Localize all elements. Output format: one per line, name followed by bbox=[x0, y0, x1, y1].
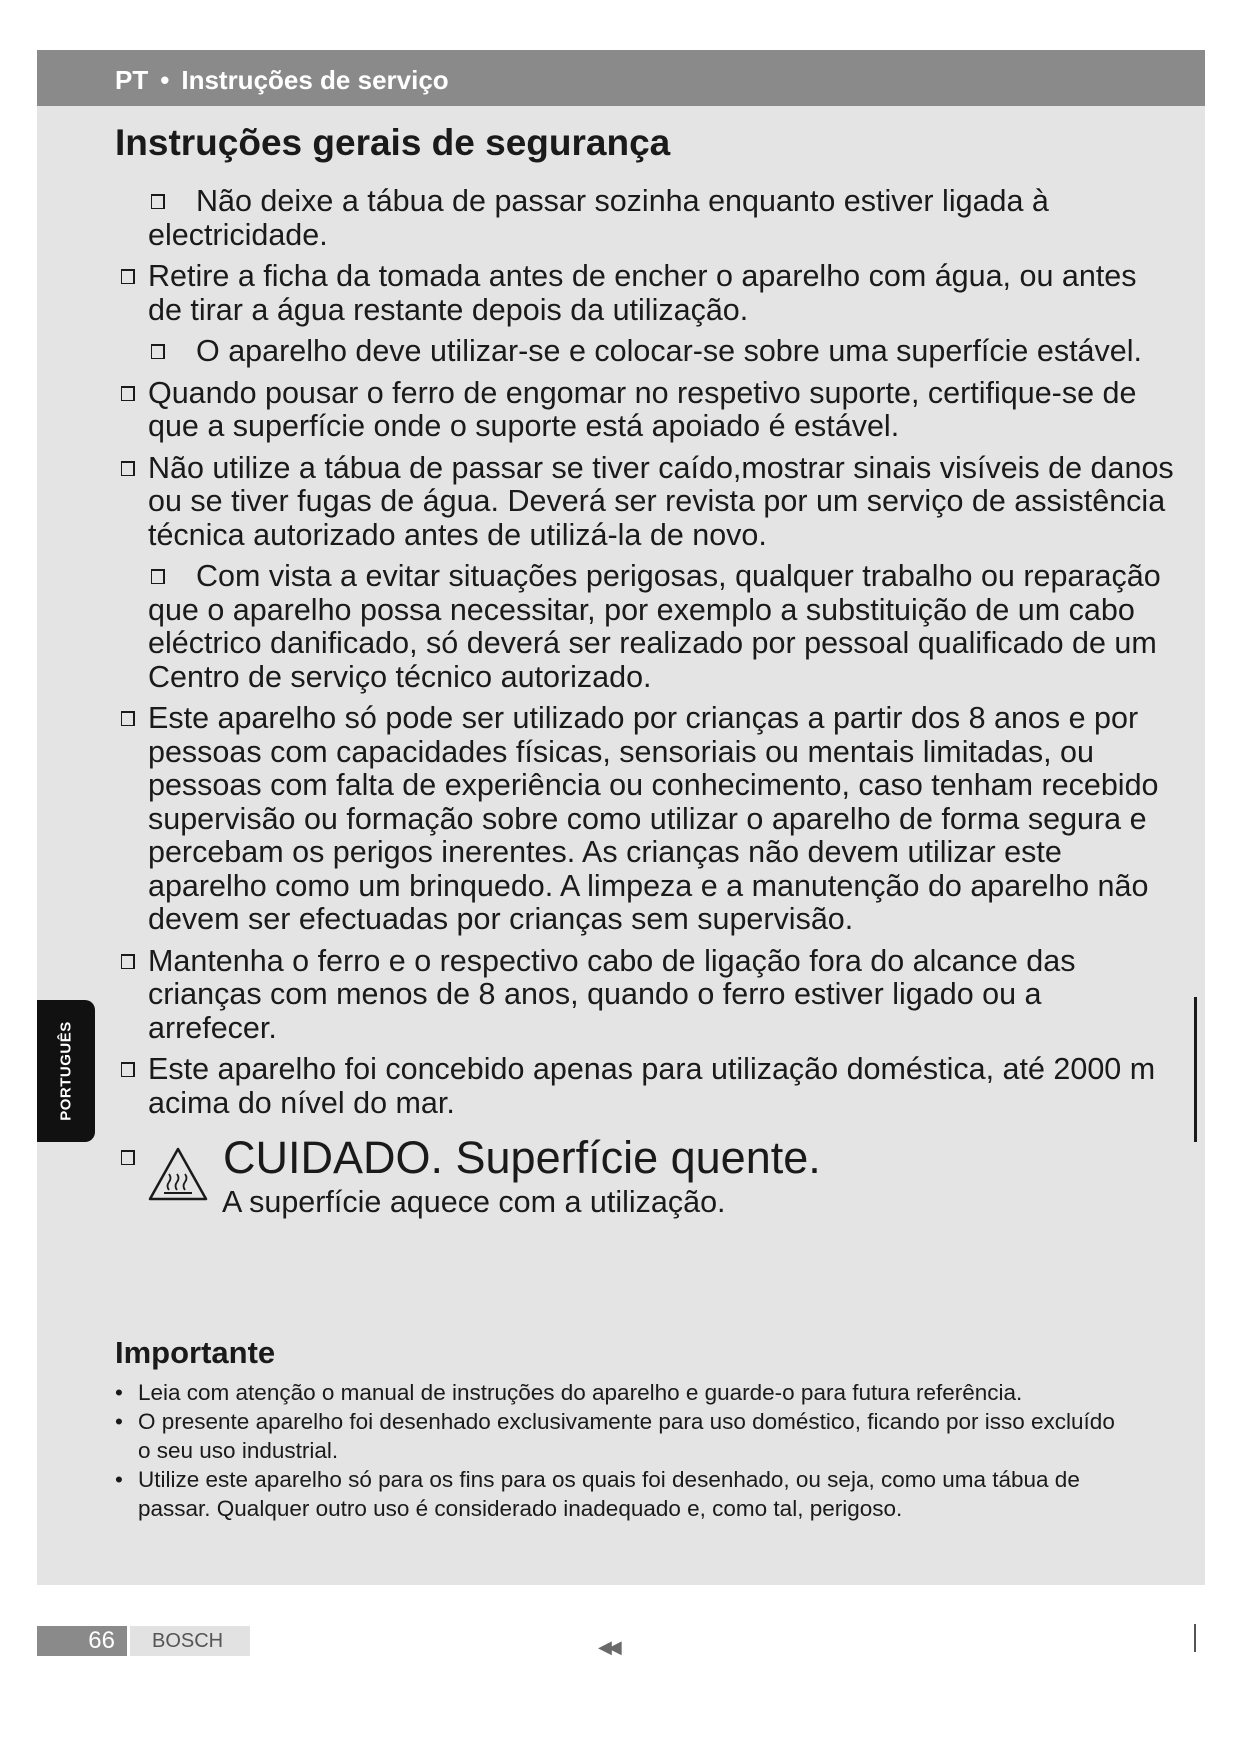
header-separator: • bbox=[160, 65, 170, 95]
safety-item-text: O aparelho deve utilizar-se e colocar-se sobre uma superfície estável. bbox=[196, 334, 1142, 368]
checkbox-bullet-icon bbox=[121, 386, 135, 401]
language-tab-label: PORTUGUÊS bbox=[57, 1021, 75, 1121]
important-item: • Leia com atenção o manual de instruções do aparelho e guarde-o para futura referência. bbox=[115, 1378, 1115, 1407]
header-lang-code: PT bbox=[115, 65, 149, 95]
safety-item bbox=[115, 377, 1175, 444]
safety-item-text: Não utilize a tábua de passar se tiver caído,mostrar sinais visíveis de danos ou se tiver fugas de água. Deverá ser revista por um serviço de assistência técnica autorizado antes de utilizá-la de novo. bbox=[148, 450, 1174, 552]
language-side-tab bbox=[37, 1000, 95, 1142]
checkbox-bullet-icon bbox=[121, 1150, 135, 1165]
important-list bbox=[115, 1378, 1115, 1523]
checkbox-bullet-icon bbox=[121, 711, 135, 726]
checkbox-bullet-icon bbox=[121, 461, 135, 476]
caution-block bbox=[115, 1128, 1175, 1220]
safety-item bbox=[115, 452, 1175, 553]
safety-item bbox=[115, 702, 1175, 937]
checkbox-bullet-icon bbox=[121, 1062, 135, 1077]
page-number: 66 bbox=[37, 1626, 127, 1656]
caution-subtext: A superfície aquece com a utilização. bbox=[222, 1185, 726, 1219]
caution-heading: CUIDADO. Superfície quente. bbox=[223, 1132, 821, 1183]
footer-edge-rule bbox=[1194, 1624, 1196, 1652]
hot-surface-warning-icon bbox=[147, 1146, 209, 1202]
safety-item bbox=[115, 260, 1175, 327]
safety-item-text: Este aparelho foi concebido apenas para utilização doméstica, até 2000 m acima do nível do mar. bbox=[148, 1052, 1156, 1120]
header-text bbox=[115, 65, 449, 96]
safety-item-text: Este aparelho só pode ser utilizado por crianças a partir dos 8 anos e por pessoas com capacidades físicas, sensoriais ou mentais limitadas, ou pessoas com falta de experiência ou conhecimento, caso tenham recebido supervisão ou formação sobre como utilizar o aparelho de forma segura e percebam os perigos inerentes. As crianças não devem utilizar este aparelho como um brinquedo. A limpeza e a manutenção do aparelho não devem ser efectuadas por crianças sem supervisão. bbox=[148, 701, 1159, 936]
brand-label: BOSCH bbox=[130, 1626, 250, 1656]
checkbox-bullet-icon bbox=[121, 954, 135, 969]
important-item: • O presente aparelho foi desenhado exclusivamente para uso doméstico, ficando por isso excluído o seu uso industrial. bbox=[115, 1407, 1115, 1465]
safety-item bbox=[115, 185, 1175, 252]
checkbox-bullet-icon bbox=[151, 194, 165, 209]
safety-item bbox=[115, 335, 1175, 369]
safety-item bbox=[115, 560, 1175, 694]
important-item: • Utilize este aparelho só para os fins para os quais foi desenhado, ou seja, como uma tábua de passar. Qualquer outro uso é considerado inadequado e, como tal, perigoso. bbox=[115, 1465, 1115, 1523]
safety-item-text: Retire a ficha da tomada antes de encher o aparelho com água, ou antes de tirar a água restante depois da utilização. bbox=[148, 259, 1137, 327]
safety-item bbox=[115, 945, 1175, 1046]
checkbox-bullet-icon bbox=[151, 344, 165, 359]
safety-item-text: Com vista a evitar situações perigosas, qualquer trabalho ou reparação que o aparelho possa necessitar, por exemplo a substituição de um cabo eléctrico danificado, só deverá ser realizado por pessoal qualificado de um Centro de serviço técnico autorizado. bbox=[148, 559, 1161, 694]
header-section: Instruções de serviço bbox=[181, 65, 449, 95]
double-left-arrow-icon[interactable]: ◀◀ bbox=[598, 1637, 618, 1657]
important-title: Importante bbox=[115, 1335, 276, 1370]
safety-list bbox=[115, 185, 1175, 1220]
safety-item-text: Quando pousar o ferro de engomar no respetivo suporte, certifique-se de que a superfície onde o suporte está apoiado é estável. bbox=[148, 375, 1137, 443]
safety-item-text: Mantenha o ferro e o respectivo cabo de ligação fora do alcance das crianças com menos de 8 anos, quando o ferro estiver ligado ou a arrefecer. bbox=[148, 943, 1076, 1045]
checkbox-bullet-icon bbox=[151, 569, 165, 584]
checkbox-bullet-icon bbox=[121, 269, 135, 284]
safety-item-text: Não deixe a tábua de passar sozinha enquanto estiver ligada à electricidade. bbox=[148, 184, 1049, 252]
right-edge-rule bbox=[1194, 997, 1197, 1142]
page-title: Instruções gerais de segurança bbox=[115, 122, 671, 163]
header-bar bbox=[37, 50, 1205, 106]
safety-item bbox=[115, 1053, 1175, 1120]
